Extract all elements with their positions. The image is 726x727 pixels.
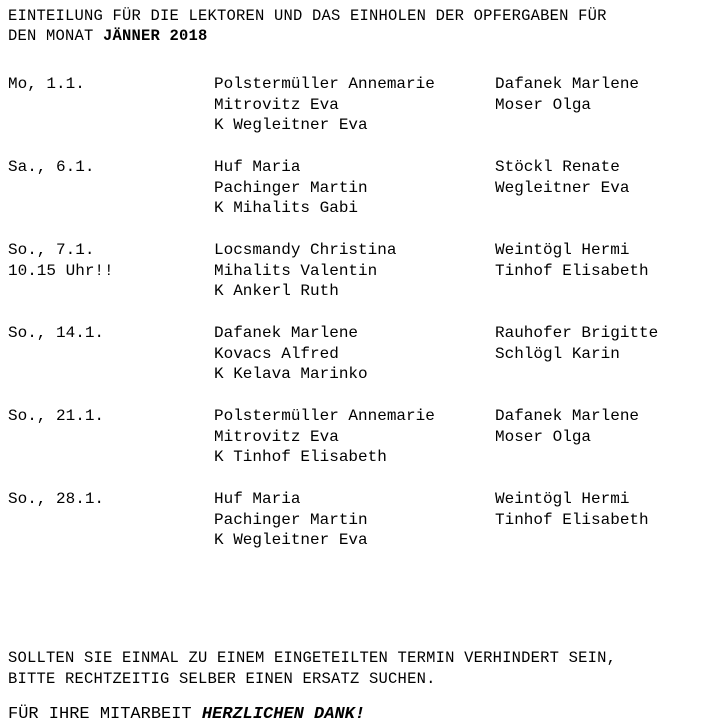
entry-lectors-line: K Ankerl Ruth bbox=[214, 282, 339, 301]
entry-lectors-line: Huf Maria bbox=[214, 490, 301, 508]
entry-lectors-line: Pachinger Martin bbox=[214, 178, 368, 197]
entry-offering-collectors-line: Stöckl Renate bbox=[495, 158, 620, 176]
entry-offering-collectors bbox=[495, 240, 725, 281]
entry-lectors bbox=[214, 157, 494, 219]
entry-offering-collectors bbox=[495, 489, 725, 530]
entry-lectors-line: K Mihalits Gabi bbox=[214, 199, 359, 218]
entry-date-line: So., 7.1. bbox=[8, 241, 95, 259]
footer-line-1: SOLLTEN SIE EINMAL ZU EINEM EINGETEILTEN TERMIN VERHINDERT SEIN, bbox=[8, 649, 617, 667]
thanks-emphasis: HERZLICHEN DANK! bbox=[201, 705, 366, 724]
entry-offering-collectors-line: Tinhof Elisabeth bbox=[495, 261, 649, 280]
entry-lectors-line: K Kelava Marinko bbox=[214, 365, 368, 384]
thanks-prefix: FÜR IHRE MITARBEIT bbox=[8, 705, 202, 724]
entry-lectors-line: Mitrovitz Eva bbox=[214, 427, 339, 446]
entry-lectors-line: Polstermüller Annemarie bbox=[214, 407, 435, 425]
entry-date-line: So., 28.1. bbox=[8, 490, 105, 508]
entry-offering-collectors-line: Moser Olga bbox=[495, 427, 592, 446]
entry-lectors-line: Mihalits Valentin bbox=[214, 261, 378, 280]
entry-offering-collectors-line: Wegleitner Eva bbox=[495, 178, 630, 197]
entry-lectors-line: K Wegleitner Eva bbox=[214, 116, 368, 135]
entry-offering-collectors-line: Schlögl Karin bbox=[495, 344, 620, 363]
entry-date bbox=[8, 240, 208, 281]
entry-offering-collectors bbox=[495, 74, 725, 115]
entry-date bbox=[8, 74, 208, 95]
entry-offering-collectors bbox=[495, 157, 725, 198]
entry-offering-collectors-line: Weintögl Hermi bbox=[495, 490, 630, 508]
entry-lectors bbox=[214, 489, 494, 551]
entry-lectors-line: Kovacs Alfred bbox=[214, 344, 339, 363]
entry-lectors-line: K Tinhof Elisabeth bbox=[214, 448, 387, 467]
entry-lectors bbox=[214, 240, 494, 302]
entry-lectors bbox=[214, 74, 494, 136]
schedule-document bbox=[8, 6, 720, 724]
entry-date-line: 10.15 Uhr!! bbox=[8, 261, 114, 280]
entry-offering-collectors bbox=[495, 406, 725, 447]
entry-date-line: Sa., 6.1. bbox=[8, 158, 95, 176]
entry-offering-collectors-line: Weintögl Hermi bbox=[495, 241, 630, 259]
title-line-2 bbox=[8, 26, 720, 46]
entry-offering-collectors-line: Moser Olga bbox=[495, 95, 592, 114]
entry-lectors bbox=[214, 406, 494, 468]
entry-lectors-line: Polstermüller Annemarie bbox=[214, 75, 435, 93]
title-month: JÄNNER 2018 bbox=[103, 27, 208, 45]
footer-note bbox=[8, 648, 616, 689]
entry-lectors-line: Dafanek Marlene bbox=[214, 324, 359, 342]
entry-offering-collectors bbox=[495, 323, 725, 364]
entry-lectors-line: Pachinger Martin bbox=[214, 510, 368, 529]
entry-lectors-line: Mitrovitz Eva bbox=[214, 95, 339, 114]
title-line-1: EINTEILUNG FÜR DIE LEKTOREN UND DAS EINHOLEN DER OPFERGABEN FÜR bbox=[8, 7, 607, 25]
entry-date-line: So., 21.1. bbox=[8, 407, 105, 425]
entry-date bbox=[8, 406, 208, 427]
entry-date bbox=[8, 157, 208, 178]
entry-offering-collectors-line: Dafanek Marlene bbox=[495, 407, 640, 425]
entry-date bbox=[8, 489, 208, 510]
document-title bbox=[8, 6, 720, 46]
entry-offering-collectors-line: Rauhofer Brigitte bbox=[495, 324, 659, 342]
thanks-line bbox=[8, 704, 365, 726]
entry-date-line: So., 14.1. bbox=[8, 324, 105, 342]
entry-offering-collectors-line: Dafanek Marlene bbox=[495, 75, 640, 93]
entry-lectors-line: Huf Maria bbox=[214, 158, 301, 176]
entry-date-line: Mo, 1.1. bbox=[8, 75, 85, 93]
entry-lectors-line: K Wegleitner Eva bbox=[214, 531, 368, 550]
entry-lectors bbox=[214, 323, 494, 385]
entry-offering-collectors-line: Tinhof Elisabeth bbox=[495, 510, 649, 529]
entry-date bbox=[8, 323, 208, 344]
title-month-prefix: DEN MONAT bbox=[8, 27, 104, 45]
entry-lectors-line: Locsmandy Christina bbox=[214, 241, 397, 259]
footer-line-2: BITTE RECHTZEITIG SELBER EINEN ERSATZ SUCHEN. bbox=[8, 669, 436, 688]
